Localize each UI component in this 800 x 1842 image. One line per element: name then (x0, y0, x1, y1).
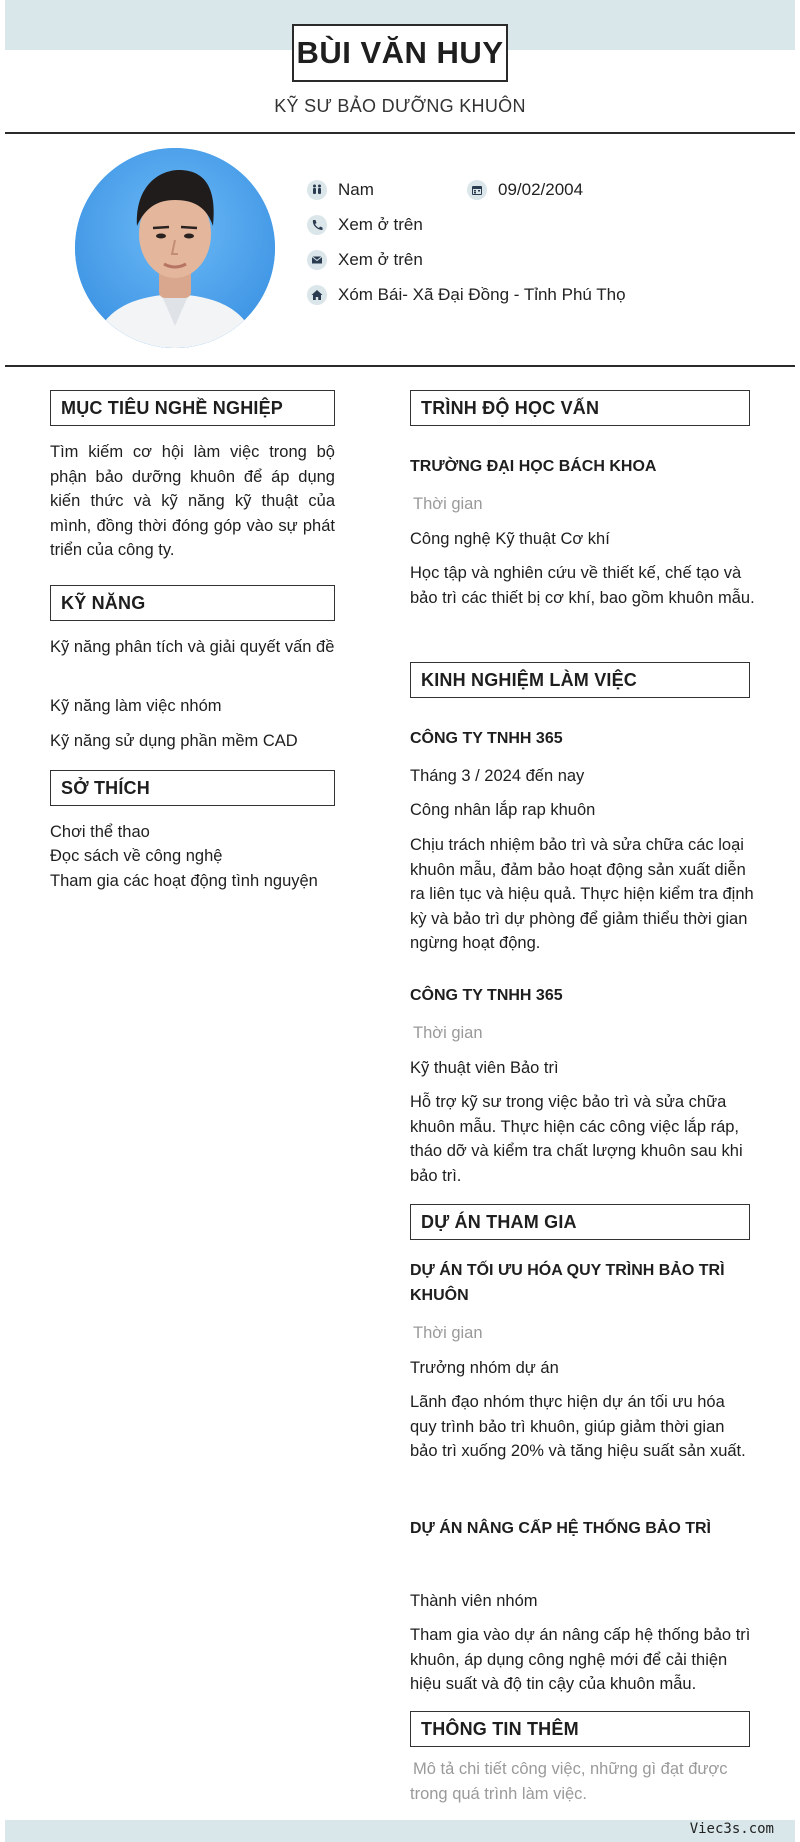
project-description: Tham gia vào dự án nâng cấp hệ thống bảo trì khuôn, áp dụng công nghệ mới để cải thiện hiệu suất và độ tin cậy của khuôn mẫu. (410, 1626, 751, 1693)
avatar (75, 148, 275, 348)
education-time: Thời gian (413, 495, 483, 513)
hobby-item: Đọc sách về công nghệ (50, 847, 223, 865)
address-value: Xóm Bái- Xã Đại Đồng - Tỉnh Phú Thọ (338, 285, 626, 304)
job-description: Hỗ trợ kỹ sư trong việc bảo trì và sửa chữa khuôn mẫu. Thực hiện các công việc lắp ráp, tháo dỡ và kiểm tra chất lượng khuôn sau khi bảo trì. (410, 1093, 743, 1185)
hobbies-heading: SỞ THÍCH (50, 770, 335, 806)
email-row (307, 250, 423, 270)
job-time: Thời gian (413, 1024, 483, 1042)
footer-band (5, 1820, 795, 1842)
objective-text: Tìm kiếm cơ hội làm việc trong bộ phận bảo dưỡng khuôn để áp dụng kiến thức và kỹ năng kỹ thuật của mình, đồng thời đóng góp vào sự phát triển của công ty. (50, 443, 335, 559)
project-description: Lãnh đạo nhóm thực hiện dự án tối ưu hóa quy trình bảo trì khuôn, giúp giảm thời gian bảo trì xuống 20% và tăng hiệu suất sản xuất. (410, 1393, 746, 1460)
project-name: DỰ ÁN TỐI ƯU HÓA QUY TRÌNH BẢO TRÌ KHUÔN (410, 1262, 725, 1304)
project-role: Trưởng nhóm dự án (410, 1359, 559, 1377)
job-description: Chịu trách nhiệm bảo trì và sửa chữa các loại khuôn mẫu, đảm bảo hoạt động sản xuất diễn ra liên tục và hiệu quả. Thực hiện kiểm tra định kỳ và bảo trì dự phòng để giảm thiểu thời gian ngừng hoạt động. (410, 836, 754, 952)
email-icon (307, 250, 327, 270)
experience-heading: KINH NGHIỆM LÀM VIỆC (410, 662, 750, 698)
school-name: TRƯỜNG ĐẠI HỌC BÁCH KHOA (410, 458, 657, 475)
top-divider (5, 132, 795, 134)
skill-item: Kỹ năng phân tích và giải quyết vấn đề (50, 638, 335, 656)
phone-row (307, 215, 423, 235)
home-icon (307, 285, 327, 305)
projects-heading: DỰ ÁN THAM GIA (410, 1204, 750, 1240)
name-box (292, 24, 508, 82)
job-company: CÔNG TY TNHH 365 (410, 730, 563, 747)
project-role: Thành viên nhóm (410, 1592, 538, 1610)
additional-placeholder: Mô tả chi tiết công việc, những gì đạt được trong quá trình làm việc. (410, 1760, 728, 1803)
calendar-icon (467, 180, 487, 200)
education-heading: TRÌNH ĐỘ HỌC VẤN (410, 390, 750, 426)
skill-item: Kỹ năng làm việc nhóm (50, 697, 222, 715)
profile-divider (5, 365, 795, 367)
email-value: Xem ở trên (338, 250, 423, 269)
phone-icon (307, 215, 327, 235)
objective-heading: MỤC TIÊU NGHỀ NGHIỆP (50, 390, 335, 426)
job-time: Tháng 3 / 2024 đến nay (410, 767, 585, 785)
skills-heading: KỸ NĂNG (50, 585, 335, 621)
brand-watermark: Viec3s.com (689, 1821, 774, 1837)
birthday-row (467, 180, 583, 200)
additional-heading: THÔNG TIN THÊM (410, 1711, 750, 1747)
gender-row (307, 180, 374, 200)
project-time: Thời gian (413, 1324, 483, 1342)
job-position: Công nhân lắp rap khuôn (410, 801, 596, 819)
job-company: CÔNG TY TNHH 365 (410, 987, 563, 1004)
gender-icon (307, 180, 327, 200)
phone-value: Xem ở trên (338, 215, 423, 234)
job-position: Kỹ thuật viên Bảo trì (410, 1059, 559, 1077)
skill-item: Kỹ năng sử dụng phần mềm CAD (50, 732, 298, 750)
education-description: Học tập và nghiên cứu về thiết kế, chế tạo và bảo trì các thiết bị cơ khí, bao gồm khuôn mẫu. (410, 564, 755, 607)
education-major: Công nghệ Kỹ thuật Cơ khí (410, 530, 610, 548)
gender-value: Nam (338, 180, 374, 199)
candidate-name: BÙI VĂN HUY (296, 35, 504, 70)
project-name: DỰ ÁN NÂNG CẤP HỆ THỐNG BẢO TRÌ (410, 1520, 711, 1537)
address-row (307, 285, 626, 305)
job-title: KỸ SƯ BẢO DƯỠNG KHUÔN (274, 96, 526, 116)
birthday-value: 09/02/2004 (498, 180, 584, 199)
hobby-item: Chơi thể thao (50, 823, 150, 841)
portrait-image (75, 148, 275, 348)
hobby-item: Tham gia các hoạt động tình nguyện (50, 872, 318, 890)
